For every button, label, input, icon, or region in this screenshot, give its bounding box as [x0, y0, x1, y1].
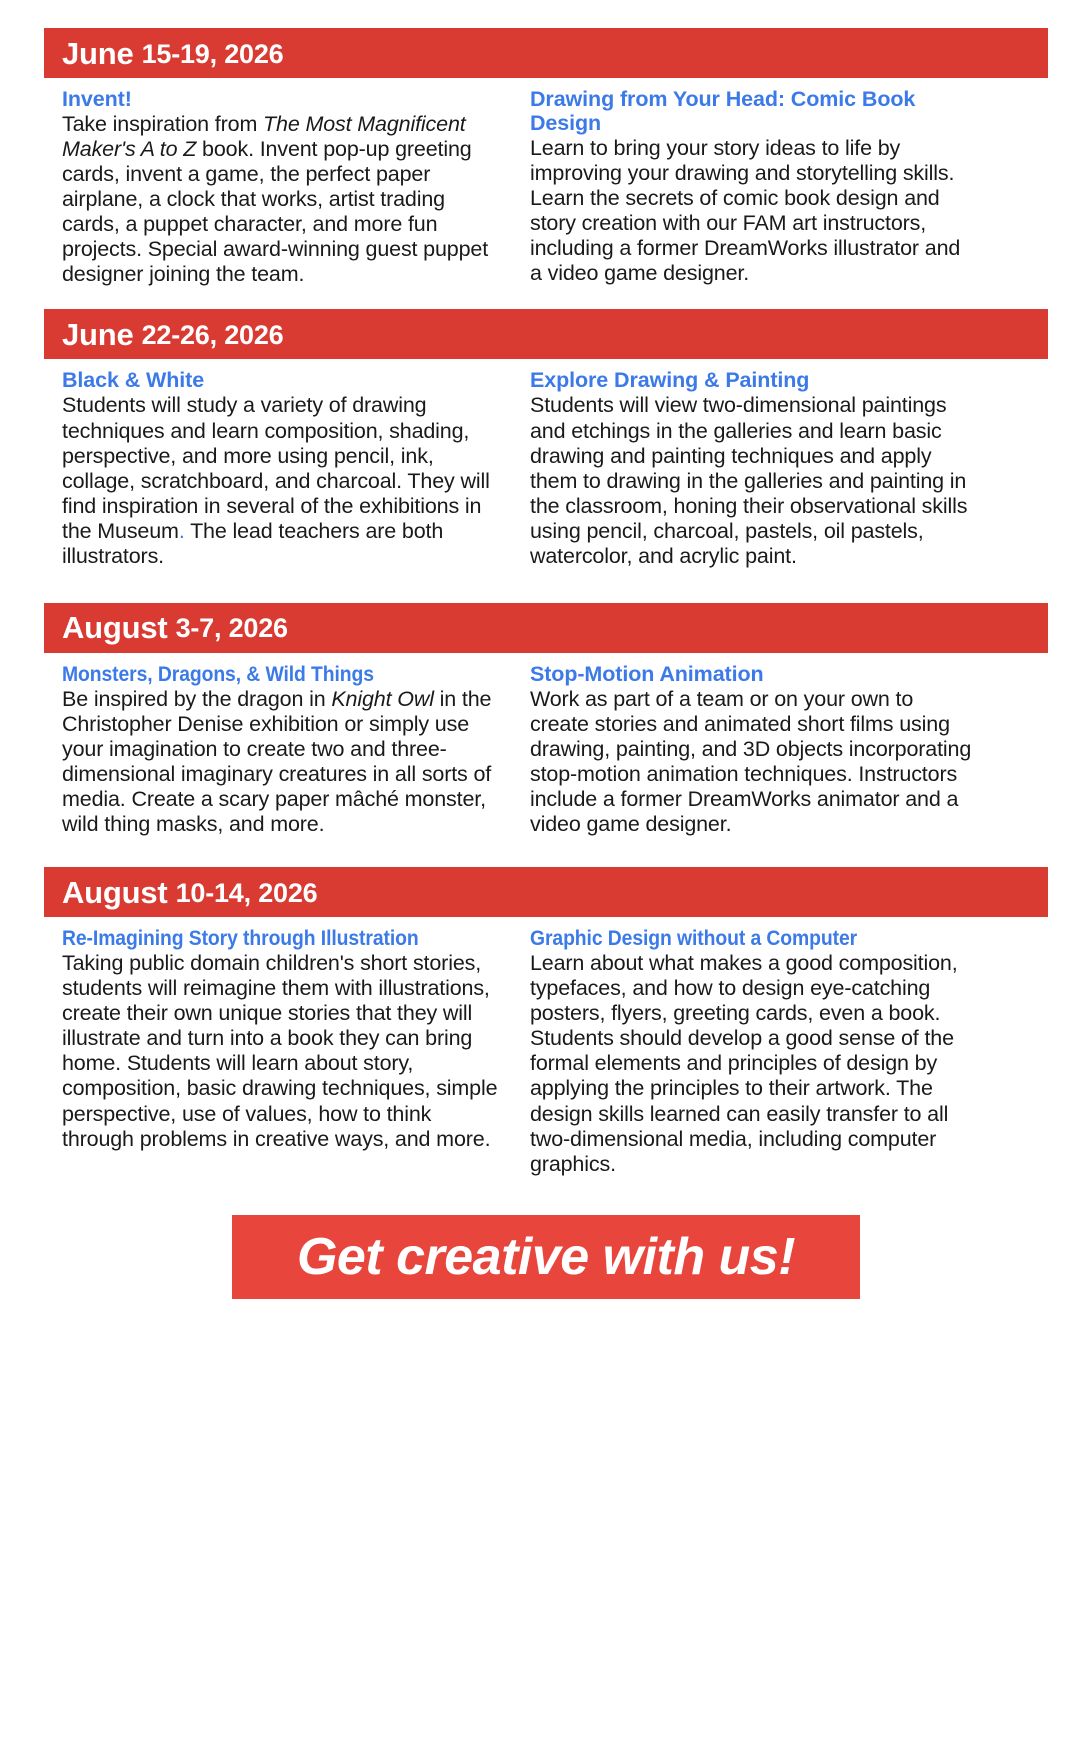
week-days-label: 15-19, 2026: [141, 38, 284, 69]
course-title: Explore Drawing & Painting: [530, 368, 810, 393]
week-section-august-3-7: [0, 603, 1092, 837]
week-columns: [44, 653, 1048, 837]
week-month-label: August: [62, 610, 168, 646]
course-text-post: book. Invent pop-up greeting cards, invent a game, the perfect paper airplane, a clock that works, artist trading cards, a puppet character, and more fun projects. Special award-winning guest puppet designer joining the team.: [62, 137, 489, 287]
course-title: Stop-Motion Animation: [530, 661, 764, 686]
course-card-black-and-white: [44, 368, 512, 568]
course-description: Work as part of a team or on your own to create stories and animated short films using drawing, painting, and 3D objects incorporating stop-motion animation techniques. Instructors include a former DreamWorks animator and a video game designer.: [530, 686, 972, 837]
course-description: Taking public domain children's short stories, students will reimagine them with illustrations, create their own unique stories that they will illustrate and turn into a book they can bring home. Students will learn about story, composition, basic drawing techniques, simple perspective, use of values, how to think through problems in creative ways, and more.: [62, 951, 498, 1151]
footer-area: [0, 1215, 1092, 1299]
week-days-label: 3-7, 2026: [175, 613, 288, 644]
week-banner-august-10-14: [44, 867, 1048, 917]
course-description: Learn to bring your story ideas to life by improving your drawing and storytelling skills. Learn the secrets of comic book design and story creation with our FAM art instructors, including a former DreamWorks illustrator and a video game designer.: [530, 136, 961, 286]
week-section-august-10-14: [0, 867, 1092, 1177]
course-description: Students will view two-dimensional paintings and etchings in the galleries and learn basic drawing and painting techniques and apply them to drawing in the galleries and painting in the classroom, honing their observational skills using pencil, charcoal, pastels, oil pastels, watercolor, and acrylic paint.: [530, 393, 968, 568]
course-text-pre: Students will study a variety of drawing techniques and learn composition, shading, perspective, and more using pencil, ink, collage, scratchboard, and charcoal. They will find inspiration in several of the exhibitions in the Museum: [62, 393, 490, 543]
week-banner-june-22-26: [44, 309, 1048, 359]
course-description: [62, 687, 502, 837]
course-card-explore-drawing-painting: [512, 368, 980, 568]
week-columns: [44, 359, 1048, 568]
week-days-label: 22-26, 2026: [141, 319, 284, 350]
week-month-label: August: [62, 874, 168, 910]
week-section-june-15-19: [0, 28, 1092, 287]
course-card-invent: [44, 87, 512, 287]
course-card-graphic-design-without-computer: [512, 926, 980, 1177]
course-text-pre: Be inspired by the dragon in: [62, 686, 332, 711]
course-description: Learn about what makes a good composition, typefaces, and how to design eye-catching posters, flyers, greeting cards, even a book. Students should develop a good sense of the formal elements and principles of design by applying the principles to their artwork. The design skills learned can easily transfer to all two-dimensional media, including computer graphics.: [530, 951, 958, 1176]
course-title: Monsters, Dragons, & Wild Things: [62, 661, 374, 686]
course-text-italic: Knight Owl: [331, 686, 434, 711]
course-description: [62, 393, 502, 568]
course-text-post: The lead teachers are both illustrators.: [62, 518, 444, 568]
footer-banner: [232, 1215, 860, 1299]
week-month-label: June: [62, 35, 134, 71]
week-month-label: June: [62, 316, 134, 352]
week-columns: [44, 917, 1048, 1177]
section-spacer: [0, 569, 1092, 603]
course-card-comic-book-design: [512, 87, 980, 287]
course-card-re-imagining-story: [44, 926, 512, 1177]
course-title: Drawing from Your Head: Comic Book Design: [530, 87, 916, 136]
course-title: Invent!: [62, 87, 132, 111]
course-text-post: in the Christopher Denise exhibition or simply use your imagination to create two and three-dimensional imaginary creatures in all sorts of media. Create a scary paper mâché monster, wild thing masks, and more.: [62, 686, 492, 837]
course-text-italic: The Most Magnificent Maker's A to Z: [62, 112, 466, 162]
course-title: Graphic Design without a Computer: [530, 926, 858, 951]
top-spacer: [0, 0, 1092, 28]
blue-period-mark: .: [178, 518, 185, 543]
footer-slogan: Get creative with us!: [296, 1227, 796, 1286]
week-banner-june-15-19: [44, 28, 1048, 78]
week-banner-august-3-7: [44, 603, 1048, 653]
course-card-stop-motion-animation: [512, 662, 980, 837]
course-text-pre: Take inspiration from: [62, 112, 264, 137]
week-section-june-22-26: [0, 309, 1092, 568]
course-card-monsters-dragons-wild-things: [44, 662, 512, 837]
course-title: Re-Imagining Story through Illustration: [62, 926, 419, 951]
section-spacer: [0, 287, 1092, 309]
course-description: [62, 112, 502, 287]
week-columns: [44, 78, 1048, 287]
section-spacer: [0, 837, 1092, 867]
week-days-label: 10-14, 2026: [175, 877, 318, 908]
course-title: Black & White: [62, 368, 205, 393]
